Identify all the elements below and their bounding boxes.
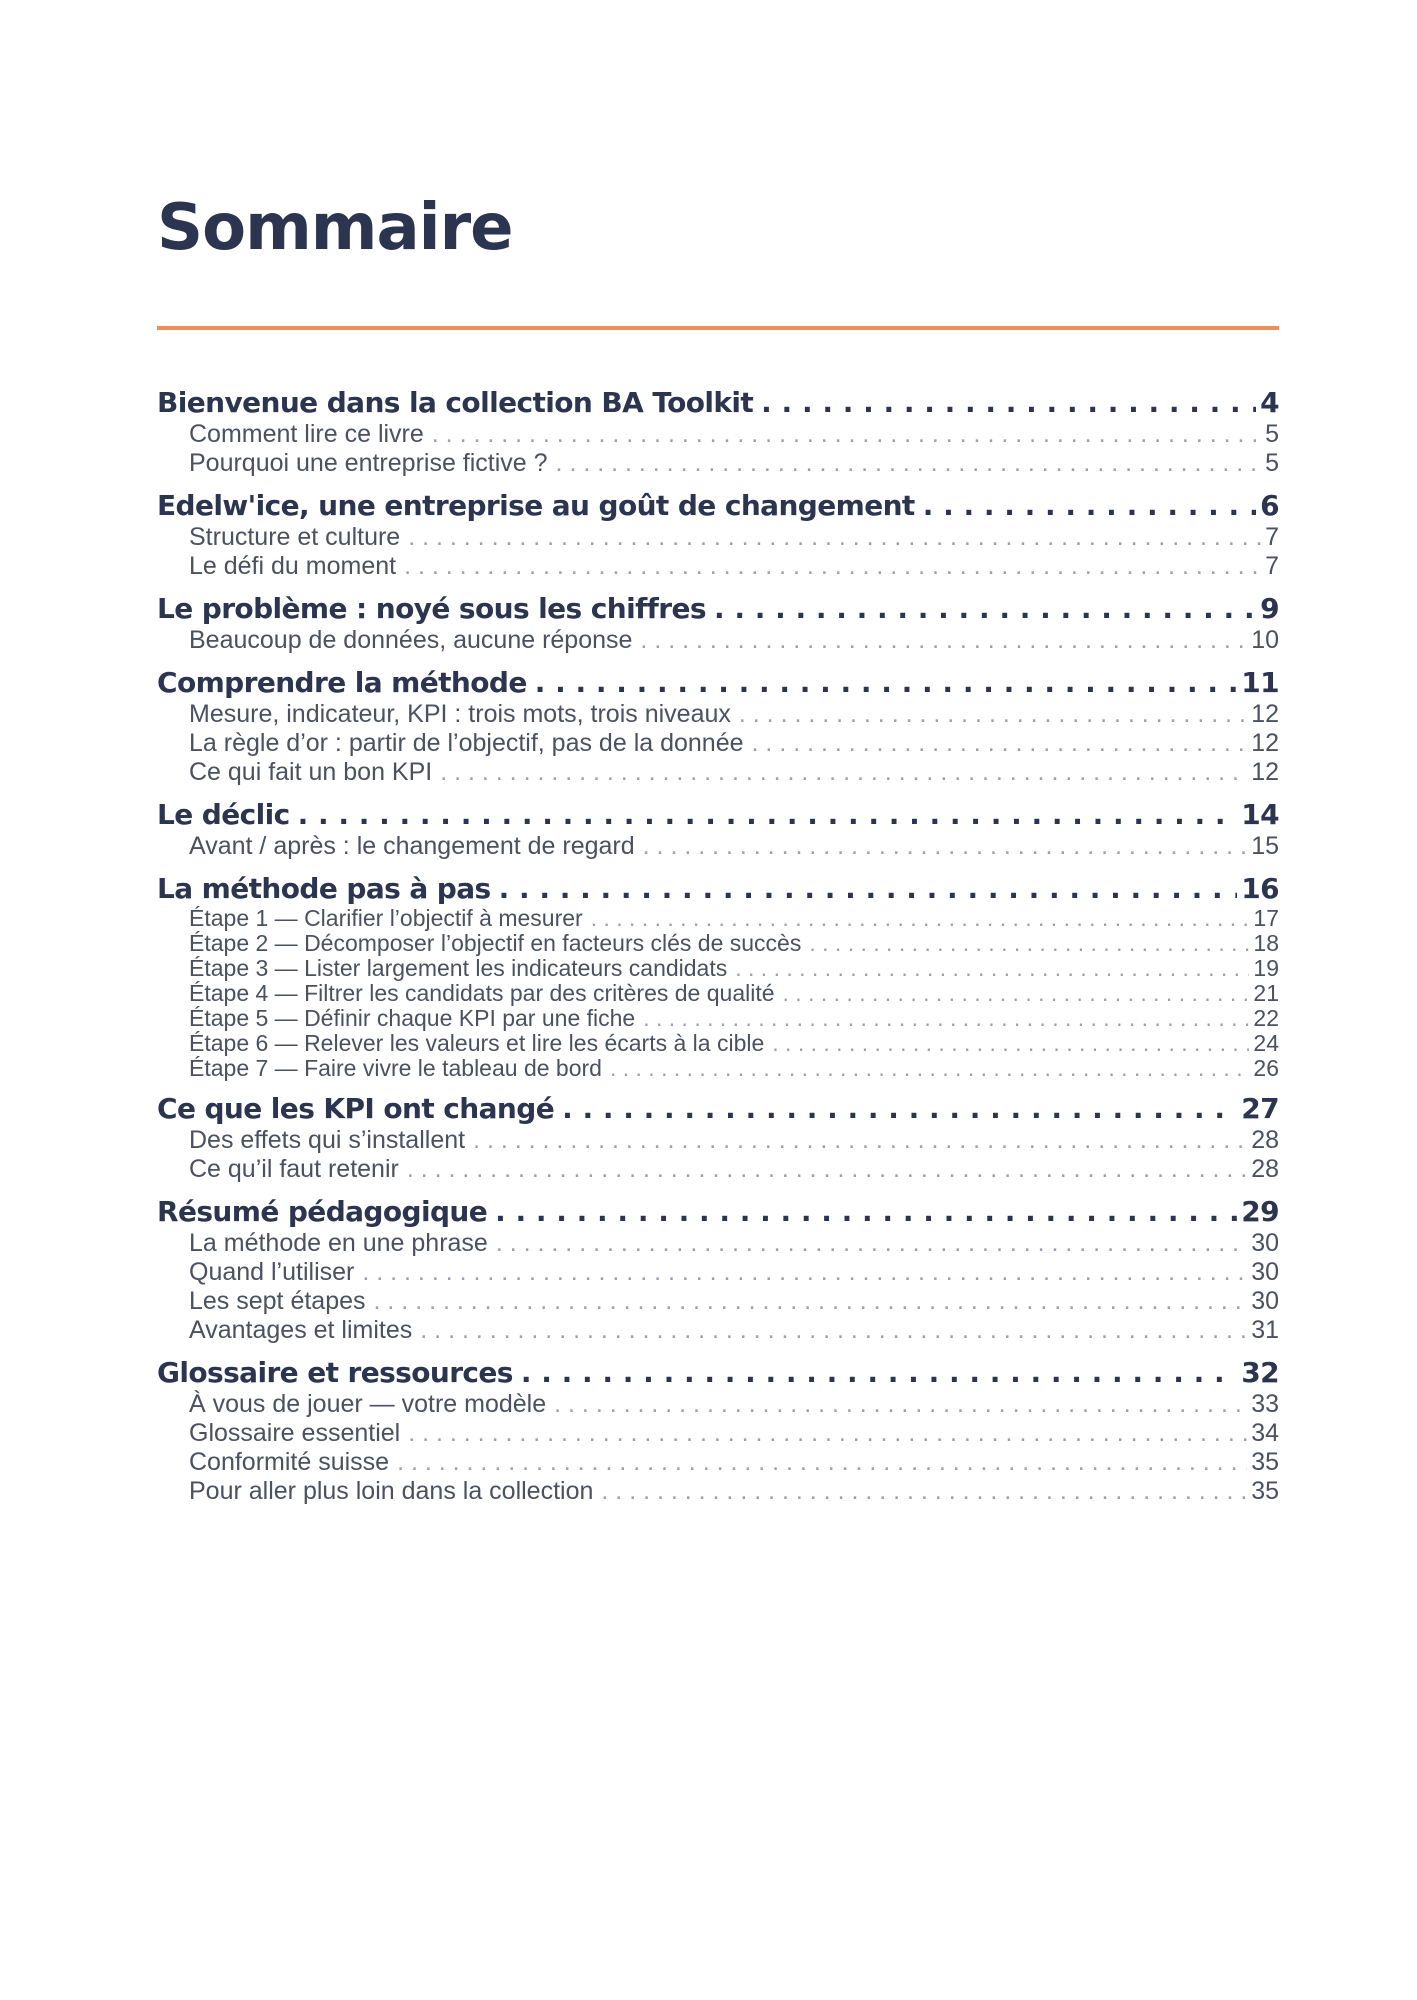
toc-subsection-entry[interactable]: [157, 449, 1279, 478]
toc-leader-dots: [298, 798, 1238, 832]
toc-section: [157, 592, 1279, 655]
toc-subsection-page-number: 12: [1251, 729, 1279, 757]
toc-section: [157, 1356, 1279, 1506]
toc-subsection-page-number: 19: [1253, 956, 1279, 981]
toc-subsection-page-number: 21: [1253, 981, 1279, 1006]
toc-chapter-page-number: 16: [1241, 872, 1279, 905]
toc-chapter-entry[interactable]: [157, 1092, 1279, 1126]
toc-subsection-page-number: 35: [1251, 1477, 1279, 1505]
toc-subsection-title: La méthode en une phrase: [189, 1229, 488, 1257]
toc-subsection-entry[interactable]: [157, 906, 1279, 931]
toc-leader-dots: [591, 906, 1250, 931]
toc-subsection-title: Structure et culture: [189, 523, 401, 551]
toc-chapter-title: Ce que les KPI ont changé: [157, 1092, 555, 1125]
toc-chapter-entry[interactable]: [157, 798, 1279, 832]
toc-chapter-title: Comprendre la méthode: [157, 666, 527, 699]
toc-subsection-page-number: 5: [1265, 420, 1279, 448]
toc-subsection-title: Avant / après : le changement de regard: [189, 832, 635, 860]
toc-subsection-entry[interactable]: [157, 1316, 1279, 1345]
toc-subsection-page-number: 12: [1251, 700, 1279, 728]
toc-subsection-page-number: 26: [1253, 1056, 1279, 1081]
toc-chapter-entry[interactable]: [157, 1356, 1279, 1390]
toc-leader-dots: [562, 1092, 1237, 1126]
toc-subsection-page-number: 34: [1251, 1419, 1279, 1447]
toc-chapter-title: Glossaire et ressources: [157, 1356, 513, 1389]
toc-leader-dots: [408, 1419, 1247, 1448]
toc-subsection-entry[interactable]: [157, 1126, 1279, 1155]
toc-leader-dots: [554, 1390, 1247, 1419]
toc-section: [157, 1195, 1279, 1345]
toc-subsection-title: La règle d’or : partir de l’objectif, pas de la donnée: [189, 729, 744, 757]
toc-subsection-page-number: 30: [1251, 1287, 1279, 1315]
toc-leader-dots: [601, 1477, 1247, 1506]
toc-chapter-page-number: 4: [1260, 386, 1279, 419]
toc-subsection-title: Le défi du moment: [189, 552, 397, 580]
toc-subsection-page-number: 22: [1253, 1006, 1279, 1031]
toc-subsection-entry[interactable]: [157, 1419, 1279, 1448]
toc-subsection-entry[interactable]: [157, 981, 1279, 1006]
toc-leader-dots: [714, 592, 1256, 626]
toc-subsection-entry[interactable]: [157, 552, 1279, 581]
toc-subsection-page-number: 5: [1265, 449, 1279, 477]
toc-subsection-title: Conformité suisse: [189, 1448, 390, 1476]
toc-leader-dots: [408, 523, 1261, 552]
toc-subsection-title: Pourquoi une entreprise fictive ?: [189, 449, 548, 477]
toc-chapter-title: Bienvenue dans la collection BA Toolkit: [157, 386, 754, 419]
toc-subsection-title: À vous de jouer — votre modèle: [189, 1390, 547, 1418]
toc-leader-dots: [772, 1031, 1249, 1056]
toc-subsection-title: Mesure, indicateur, KPI : trois mots, trois niveaux: [189, 700, 731, 728]
toc-section: [157, 666, 1279, 787]
toc-subsection-entry[interactable]: [157, 523, 1279, 552]
toc-chapter-page-number: 6: [1260, 489, 1279, 522]
toc-leader-dots: [440, 758, 1247, 787]
toc-subsection-page-number: 35: [1251, 1448, 1279, 1476]
toc-subsection-page-number: 7: [1265, 523, 1279, 551]
toc-subsection-page-number: 12: [1251, 758, 1279, 786]
toc-leader-dots: [496, 1229, 1247, 1258]
toc-subsection-title: Des effets qui s’installent: [189, 1126, 466, 1154]
toc-subsection-title: Les sept étapes: [189, 1287, 366, 1315]
toc-subsection-entry[interactable]: [157, 931, 1279, 956]
toc-leader-dots: [610, 1056, 1249, 1081]
toc-leader-dots: [640, 626, 1247, 655]
toc-subsection-page-number: 18: [1253, 931, 1279, 956]
toc-subsection-title: Glossaire essentiel: [189, 1419, 401, 1447]
toc-chapter-page-number: 29: [1241, 1195, 1279, 1228]
toc-leader-dots: [761, 386, 1256, 420]
toc-leader-dots: [362, 1258, 1247, 1287]
toc-leader-dots: [556, 449, 1262, 478]
toc-leader-dots: [374, 1287, 1248, 1316]
toc-subsection-title: Pour aller plus loin dans la collection: [189, 1477, 594, 1505]
table-of-contents: [157, 386, 1279, 1517]
toc-leader-dots: [809, 931, 1249, 956]
toc-subsection-title: Étape 7 — Faire vivre le tableau de bord: [189, 1056, 602, 1081]
toc-leader-dots: [643, 832, 1248, 861]
toc-subsection-entry[interactable]: [157, 626, 1279, 655]
toc-subsection-page-number: 17: [1253, 906, 1279, 931]
toc-subsection-entry[interactable]: [157, 729, 1279, 758]
toc-subsection-page-number: 28: [1251, 1155, 1279, 1183]
toc-chapter-page-number: 32: [1241, 1356, 1279, 1389]
toc-chapter-page-number: 9: [1260, 592, 1279, 625]
toc-leader-dots: [404, 552, 1261, 581]
toc-subsection-title: Ce qui fait un bon KPI: [189, 758, 433, 786]
toc-subsection-title: Avantages et limites: [189, 1316, 413, 1344]
toc-subsection-title: Beaucoup de données, aucune réponse: [189, 626, 633, 654]
toc-subsection-entry[interactable]: [157, 1229, 1279, 1258]
toc-leader-dots: [739, 700, 1247, 729]
toc-chapter-entry[interactable]: [157, 1195, 1279, 1229]
toc-chapter-title: La méthode pas à pas: [157, 872, 491, 905]
toc-chapter-title: Edelw'ice, une entreprise au goût de changement: [157, 489, 915, 522]
toc-subsection-title: Étape 1 — Clarifier l’objectif à mesurer: [189, 906, 583, 931]
toc-subsection-page-number: 33: [1251, 1390, 1279, 1418]
toc-chapter-title: Résumé pédagogique: [157, 1195, 488, 1228]
toc-subsection-page-number: 10: [1251, 626, 1279, 654]
toc-leader-dots: [432, 420, 1261, 449]
toc-subsection-title: Étape 6 — Relever les valeurs et lire les écarts à la cible: [189, 1031, 765, 1056]
toc-subsection-entry[interactable]: [157, 758, 1279, 787]
toc-subsection-title: Comment lire ce livre: [189, 420, 424, 448]
toc-leader-dots: [473, 1126, 1247, 1155]
toc-subsection-page-number: 30: [1251, 1258, 1279, 1286]
toc-leader-dots: [397, 1448, 1247, 1477]
toc-chapter-entry[interactable]: [157, 386, 1279, 420]
toc-section: [157, 798, 1279, 861]
toc-chapter-page-number: 11: [1241, 666, 1279, 699]
toc-subsection-page-number: 15: [1251, 832, 1279, 860]
toc-subsection-title: Étape 4 — Filtrer les candidats par des critères de qualité: [189, 981, 775, 1006]
toc-subsection-entry[interactable]: [157, 1390, 1279, 1419]
toc-leader-dots: [499, 872, 1238, 906]
toc-chapter-entry[interactable]: [157, 666, 1279, 700]
toc-leader-dots: [923, 489, 1256, 523]
toc-leader-dots: [420, 1316, 1247, 1345]
toc-subsection-entry[interactable]: [157, 420, 1279, 449]
toc-leader-dots: [752, 729, 1248, 758]
toc-subsection-page-number: 28: [1251, 1126, 1279, 1154]
toc-subsection-title: Quand l’utiliser: [189, 1258, 355, 1286]
toc-subsection-page-number: 30: [1251, 1229, 1279, 1257]
toc-leader-dots: [521, 1356, 1237, 1390]
toc-subsection-entry[interactable]: [157, 700, 1279, 729]
toc-subsection-title: Ce qu’il faut retenir: [189, 1155, 399, 1183]
toc-subsection-page-number: 31: [1251, 1316, 1279, 1344]
toc-section: [157, 386, 1279, 478]
toc-subsection-entry[interactable]: [157, 1031, 1279, 1056]
toc-subsection-page-number: 24: [1253, 1031, 1279, 1056]
toc-chapter-title: Le problème : noyé sous les chiffres: [157, 592, 706, 625]
toc-subsection-entry[interactable]: [157, 956, 1279, 981]
toc-chapter-page-number: 14: [1241, 798, 1279, 831]
toc-leader-dots: [495, 1195, 1237, 1229]
toc-subsection-title: Étape 5 — Définir chaque KPI par une fiche: [189, 1006, 636, 1031]
toc-subsection-entry[interactable]: [157, 1448, 1279, 1477]
toc-subsection-page-number: 7: [1265, 552, 1279, 580]
toc-leader-dots: [407, 1155, 1247, 1184]
toc-leader-dots: [735, 956, 1249, 981]
page-title: Sommaire: [157, 191, 513, 265]
toc-leader-dots: [535, 666, 1238, 700]
toc-leader-dots: [783, 981, 1250, 1006]
toc-chapter-entry[interactable]: [157, 489, 1279, 523]
toc-chapter-page-number: 27: [1241, 1092, 1279, 1125]
toc-chapter-entry[interactable]: [157, 592, 1279, 626]
toc-subsection-entry[interactable]: [157, 1258, 1279, 1287]
toc-leader-dots: [643, 1006, 1249, 1031]
toc-chapter-title: Le déclic: [157, 798, 290, 831]
title-divider: [157, 326, 1279, 330]
toc-subsection-entry[interactable]: [157, 1155, 1279, 1184]
toc-subsection-entry[interactable]: [157, 1287, 1279, 1316]
toc-subsection-title: Étape 2 — Décomposer l’objectif en facteurs clés de succès: [189, 931, 802, 956]
toc-section: [157, 1092, 1279, 1184]
toc-section: [157, 872, 1279, 1081]
toc-subsection-entry[interactable]: [157, 1006, 1279, 1031]
toc-subsection-entry[interactable]: [157, 1056, 1279, 1081]
toc-subsection-entry[interactable]: [157, 832, 1279, 861]
toc-subsection-title: Étape 3 — Lister largement les indicateurs candidats: [189, 956, 728, 981]
toc-chapter-entry[interactable]: [157, 872, 1279, 906]
toc-subsection-entry[interactable]: [157, 1477, 1279, 1506]
toc-section: [157, 489, 1279, 581]
